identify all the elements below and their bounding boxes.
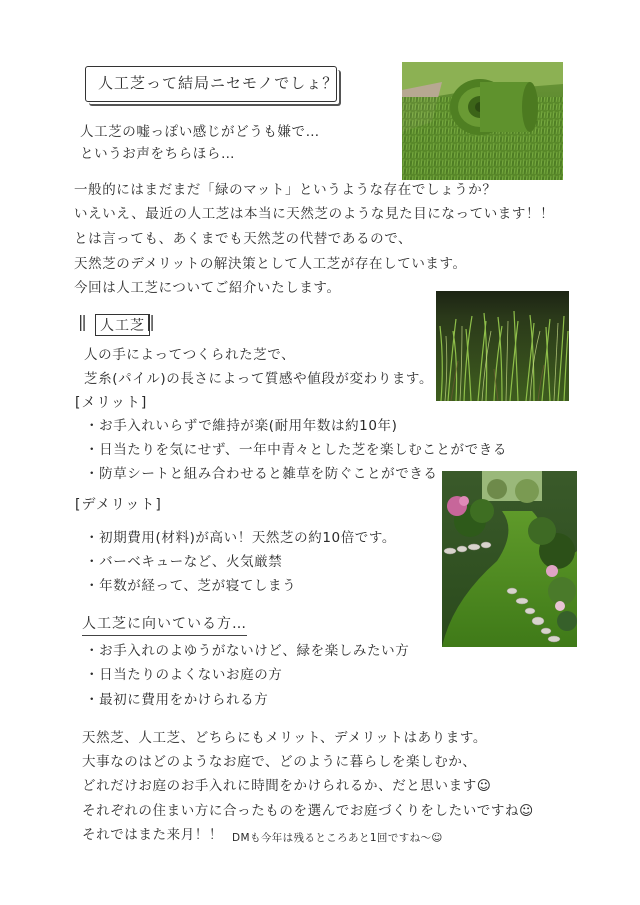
suited-item: ・お手入れのよゆうがないけど、緑を楽しみたい方 [85,643,410,659]
demerit-item: ・年数が経って、芝が寝てしまう [85,578,297,594]
body-line: 一般的にはまだまだ「緑のマット」というような存在でしょうか？ [74,182,497,198]
demerit-item: ・バーベキューなど、火気厳禁 [85,554,283,570]
demerit-label: [デメリット] [75,497,162,513]
closing-line: 天然芝、人工芝、どちらにもメリット、デメリットはあります。 [82,730,487,746]
body-line: とは言っても、あくまでも天然芝の代替であるので、 [74,231,413,247]
merit-item: ・防草シートと組み合わせると雑草を防ぐことができる [85,466,438,482]
photo-turf-roll [402,62,563,180]
section1-line: 芝糸(パイル)の長さによって質感や値段が変わります。 [84,371,434,387]
suited-item: ・日当たりのよくないお庭の方 [85,667,283,683]
postscript: DMも今年は残るところあと1回ですね〜☺ [232,832,443,844]
intro-line: 人工芝の嘘っぽい感じがどうも嫌で… [80,124,320,140]
page-title: 人工芝って結局ニセモノでしょ？ [98,74,339,92]
body-line: 天然芝のデメリットの解決策として人工芝が存在しています。 [74,256,467,272]
merit-label: [メリット] [75,395,148,411]
body-line: 今回は人工芝についてご紹介いたします。 [74,280,341,296]
heading-bars-left: || [78,312,85,331]
intro-line: というお声をちらほら… [80,146,236,162]
demerit-item: ・初期費用(材料)が高い！天然芝の約10倍です。 [85,530,397,546]
heading-bars-right: || [146,312,153,331]
photo-grass-closeup [436,291,569,401]
section-heading: 人工芝 [95,314,150,336]
body-line: いえいえ、最近の人工芝は本当に天然芝のような見た目になっています！！ [74,206,555,222]
section1-line: 人の手によってつくられた芝で、 [84,347,296,363]
suited-item: ・最初に費用をかけられる方 [85,692,269,708]
merit-item: ・日当たりを気にせず、一年中青々とした芝を楽しむことができる [85,442,507,458]
closing-line: それぞれの住まい方に合ったものを選んでお庭づくりをしたいですね☺ [82,803,534,819]
signoff: それではまた来月！！ [82,827,223,843]
closing-line: どれだけお庭のお手入れに時間をかけられるか、だと思います☺ [82,778,492,794]
photo-garden [442,471,577,647]
suited-heading: 人工芝に向いている方… [82,613,247,636]
merit-item: ・お手入れいらずで維持が楽(耐用年数は約10年) [85,418,398,434]
closing-line: 大事なのはどのようなお庭で、どのように暮らしを楽しむか、 [82,754,477,770]
